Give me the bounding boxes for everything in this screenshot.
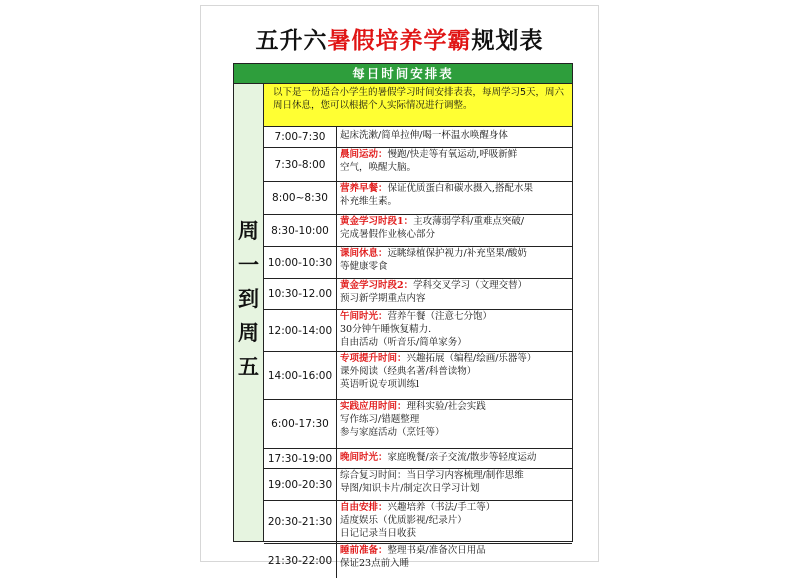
activity-cell: [337, 279, 572, 309]
period-char: 五: [238, 354, 259, 379]
activity-line: [340, 502, 569, 515]
activity-line: [340, 470, 569, 483]
activity-line: [340, 324, 569, 337]
table-row: [264, 215, 572, 247]
activity-text: 起床洗漱/简单拉伸/喝一杯温水唤醒身体: [340, 130, 508, 141]
activity-line: [340, 515, 569, 528]
activity-text: 30分钟午睡恢复精力.: [340, 323, 432, 335]
activity-text: 综合复习时间：当日学习内容梳理/制作思维: [340, 470, 524, 481]
activity-highlight: 课间休息：: [340, 248, 388, 259]
time-cell: 17:30-19:00: [264, 449, 337, 468]
activity-text: 兴趣培养（书法/手工等）: [387, 502, 496, 513]
activity-text: 英语听说专项训练l: [340, 378, 420, 390]
time-cell: 19:00-20:30: [264, 469, 337, 500]
table-row: [264, 279, 572, 310]
activity-text: 家庭晚餐/亲子交流/散步等轻度运动: [387, 452, 537, 463]
activity-text: 理科实验/社会实践: [406, 401, 486, 412]
activity-text: 自由活动（听音乐/简单家务）: [340, 336, 467, 348]
schedule-sheet: [200, 5, 599, 569]
period-label: [234, 214, 263, 384]
table-row: [264, 400, 572, 449]
period-char: 到: [238, 286, 259, 311]
activity-highlight: 晚间时光：: [340, 452, 388, 463]
activity-cell: [337, 247, 572, 278]
time-cell: 8:30-10:00: [264, 215, 337, 246]
activity-line: [340, 558, 569, 571]
activity-text: 远眺绿植保护视力/补充坚果/酸奶: [387, 248, 527, 259]
table-row: [264, 148, 572, 182]
activity-line: [340, 162, 569, 175]
activity-line: [340, 353, 569, 366]
activity-line: [340, 149, 569, 162]
time-cell: 10:00-10:30: [264, 247, 337, 278]
activity-text: 补充维生素。: [340, 195, 398, 207]
activity-highlight: 睡前准备：: [340, 545, 388, 556]
activity-cell: [337, 400, 572, 448]
time-cell: 7:30-8:00: [264, 148, 337, 181]
activity-text: 学科交叉学习（文理交替）: [413, 280, 528, 291]
activity-line: [340, 427, 569, 440]
table-row: [264, 449, 572, 469]
activity-text: 完成暑假作业核心部分: [340, 228, 436, 240]
table-row: [264, 310, 572, 352]
activity-line: [340, 401, 569, 414]
activity-cell: [337, 215, 572, 246]
activity-text: 空气，唤醒大脑。: [340, 161, 417, 173]
activity-text: 适度娱乐（优质影视/纪录片）: [340, 514, 467, 526]
activity-text: 日记记录当日收获: [340, 527, 417, 539]
activity-line: [340, 196, 569, 209]
activity-highlight: 黄金学习时段1：: [340, 216, 414, 227]
title-part-3: 规划表: [471, 27, 544, 54]
activity-cell: [337, 469, 572, 500]
page-title: [201, 22, 598, 56]
title-part-2: 暑假培养学霸: [327, 27, 472, 54]
activity-cell: [337, 449, 572, 468]
activity-text: 参与家庭活动（烹饪等）: [340, 426, 445, 438]
schedule-rows: [264, 127, 572, 578]
time-cell: 20:30-21:30: [264, 501, 337, 543]
activity-text: 保证23点前入睡: [340, 557, 410, 569]
table-row: [264, 501, 572, 544]
table-row: [264, 247, 572, 279]
activity-cell: [337, 501, 572, 543]
time-cell: 12:00-14:00: [264, 310, 337, 351]
title-part-1: 五升六: [255, 27, 328, 54]
table-row: [264, 352, 572, 400]
activity-text: 保证优质蛋白和碳水摄入,搭配水果: [387, 183, 534, 194]
time-cell: 14:00-16:00: [264, 352, 337, 399]
activity-line: [340, 229, 569, 242]
time-cell: 10:30-12.00: [264, 279, 337, 309]
activity-cell: [337, 148, 572, 181]
activity-text: 营养午餐（注意七分饱）: [387, 311, 493, 322]
activity-line: [340, 130, 569, 143]
table-row: [264, 469, 572, 501]
time-cell: 7:00-7:30: [264, 127, 337, 147]
schedule-table: [233, 63, 573, 569]
period-column: [234, 84, 264, 541]
activity-cell: [337, 310, 572, 351]
period-char: 周: [238, 320, 259, 345]
activity-cell: [337, 127, 572, 147]
activity-highlight: 午间时光：: [340, 311, 388, 322]
table-header: 每日时间安排表: [234, 64, 572, 84]
activity-highlight: 黄金学习时段2：: [340, 280, 414, 291]
activity-text: 课外阅读（经典名著/科普读物）: [340, 365, 477, 377]
activity-line: [340, 261, 569, 274]
activity-line: [340, 414, 569, 427]
time-cell: 6:00-17:30: [264, 400, 337, 448]
activity-highlight: 营养早餐：: [340, 183, 388, 194]
table-row: [264, 182, 572, 215]
activity-line: [340, 366, 569, 379]
activity-line: [340, 183, 569, 196]
activity-line: [340, 528, 569, 541]
activity-text: 整理书桌/准备次日用品: [387, 545, 486, 556]
activity-text: 慢跑/快走等有氧运动,呼吸新鲜: [387, 149, 518, 160]
activity-line: [340, 280, 569, 293]
activity-line: [340, 545, 569, 558]
activity-highlight: 专项提升时间：: [340, 353, 407, 364]
activity-text: 兴趣拓展（编程/绘画/乐器等）: [406, 353, 537, 364]
activity-line: [340, 379, 569, 392]
activity-cell: [337, 352, 572, 399]
activity-cell: [337, 544, 572, 578]
activity-text: 等健康零食: [340, 260, 388, 272]
period-char: 一: [238, 252, 259, 277]
activity-line: [340, 483, 569, 496]
activity-line: [340, 216, 569, 229]
intro-note: 以下是一份适合小学生的暑假学习时间安排表表，每周学习5天，周六周日休息，您可以根据个人实际情况进行调整。: [264, 84, 572, 127]
activity-highlight: 实践应用时间：: [340, 401, 407, 412]
activity-cell: [337, 182, 572, 214]
activity-highlight: 自由安排：: [340, 502, 388, 513]
activity-text: 预习新学期重点内容: [340, 292, 426, 304]
time-cell: 8:00~8:30: [264, 182, 337, 214]
period-char: 周: [238, 218, 259, 243]
time-cell: 21:30-22:00: [264, 544, 337, 578]
activity-text: 写作练习/错题整理: [340, 413, 420, 425]
activity-line: [340, 248, 569, 261]
table-row: [264, 127, 572, 148]
activity-line: [340, 311, 569, 324]
activity-line: [340, 452, 569, 465]
activity-text: 导图/知识卡片/制定次日学习计划: [340, 482, 480, 494]
activity-text: 主攻薄弱学科/重难点突破/: [413, 216, 525, 227]
table-row: [264, 544, 572, 578]
activity-line: [340, 337, 569, 350]
activity-highlight: 晨间运动：: [340, 149, 388, 160]
activity-line: [340, 293, 569, 306]
